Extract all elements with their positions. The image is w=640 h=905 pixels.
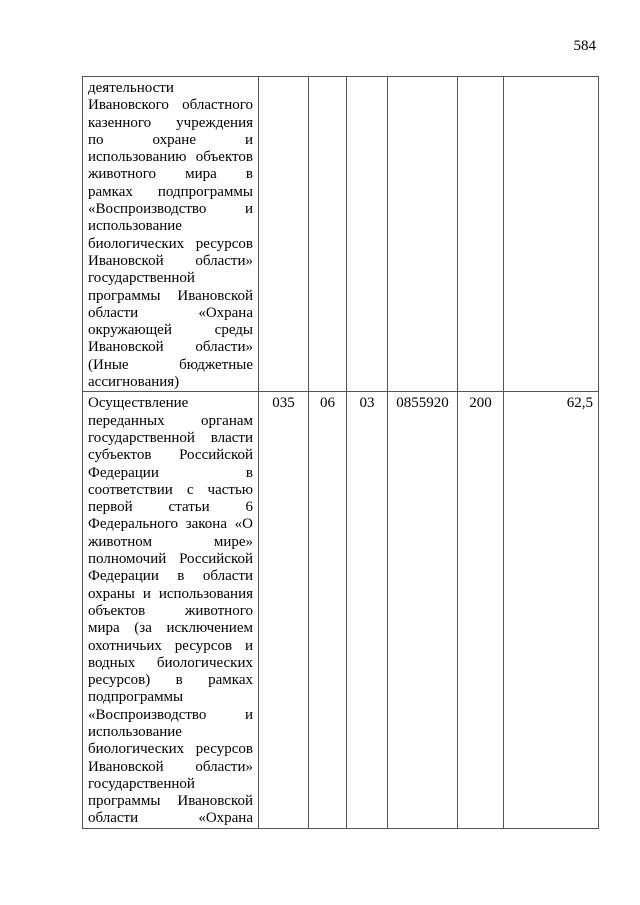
section-cell (309, 77, 347, 392)
target-article-cell: 0855920 (388, 392, 458, 828)
subsection-cell: 03 (347, 392, 388, 828)
description-line: области «Охрана (88, 304, 253, 321)
budget-table (82, 76, 599, 829)
description-line: подпрограммы (88, 689, 184, 706)
page-number: 584 (573, 38, 596, 54)
description-line: ассигнования) (88, 374, 180, 391)
section-cell: 06 (309, 392, 347, 828)
description-cell (83, 77, 259, 392)
description-line: «Воспроизводство и (88, 706, 253, 723)
description-line: биологических ресурсов (88, 235, 253, 252)
description-line: животном мире» (88, 533, 253, 550)
description-line: Ивановской области» (88, 252, 253, 269)
description-line: первой статьи 6 (88, 499, 253, 516)
expense-type-cell (458, 77, 504, 392)
description-line: Осуществление (88, 395, 189, 412)
description-line: использованию объектов (88, 149, 253, 166)
description-line: программы Ивановской (88, 287, 253, 304)
ministry-code-cell (259, 77, 309, 392)
description-line: Ивановского областного (88, 97, 253, 114)
target-article-cell (388, 77, 458, 392)
description-line: Ивановской области» (88, 758, 253, 775)
description-line: (Иные бюджетные (88, 356, 253, 373)
description-line: охотничьих ресурсов и (88, 637, 253, 654)
description-line: использование (88, 723, 182, 740)
description-line: использование (88, 218, 182, 235)
description-line: государственной (88, 775, 195, 792)
description-line: области «Охрана (88, 810, 253, 827)
description-line: субъектов Российской (88, 447, 253, 464)
description-line: государственной (88, 270, 195, 287)
description-line: животного мира в (88, 166, 253, 183)
description-line: мира (за исключением (88, 620, 253, 637)
description-line: полномочий Российской (88, 551, 253, 568)
amount-cell (504, 77, 599, 392)
description-line: государственной власти (88, 429, 253, 446)
description-line: казенного учреждения (88, 114, 253, 131)
amount-cell: 62,5 (504, 392, 599, 828)
description-line: объектов животного (88, 602, 253, 619)
description-line: Ивановской области» (88, 339, 253, 356)
description-line: окружающей среды (88, 322, 253, 339)
ministry-code-cell: 035 (259, 392, 309, 828)
description-line: Федерации в области (88, 568, 253, 585)
description-line: биологических ресурсов (88, 741, 253, 758)
description-line: водных биологических (88, 654, 253, 671)
description-line: соответствии с частью (88, 481, 253, 498)
description-line: по охране и (88, 131, 253, 148)
table-row (83, 77, 599, 392)
table-row (83, 392, 599, 828)
description-line: «Воспроизводство и (88, 201, 253, 218)
description-line: деятельности (88, 80, 174, 96)
expense-type-cell: 200 (458, 392, 504, 828)
description-line: Федерального закона «О (88, 516, 253, 533)
description-line: рамках подпрограммы (88, 183, 253, 200)
description-line: Федерации в (88, 464, 253, 481)
description-line: охраны и использования (88, 585, 253, 602)
subsection-cell (347, 77, 388, 392)
description-cell (83, 392, 259, 828)
description-line: ресурсов) в рамках (88, 672, 253, 689)
description-line: программы Ивановской (88, 793, 253, 810)
description-line: переданных органам (88, 412, 253, 429)
